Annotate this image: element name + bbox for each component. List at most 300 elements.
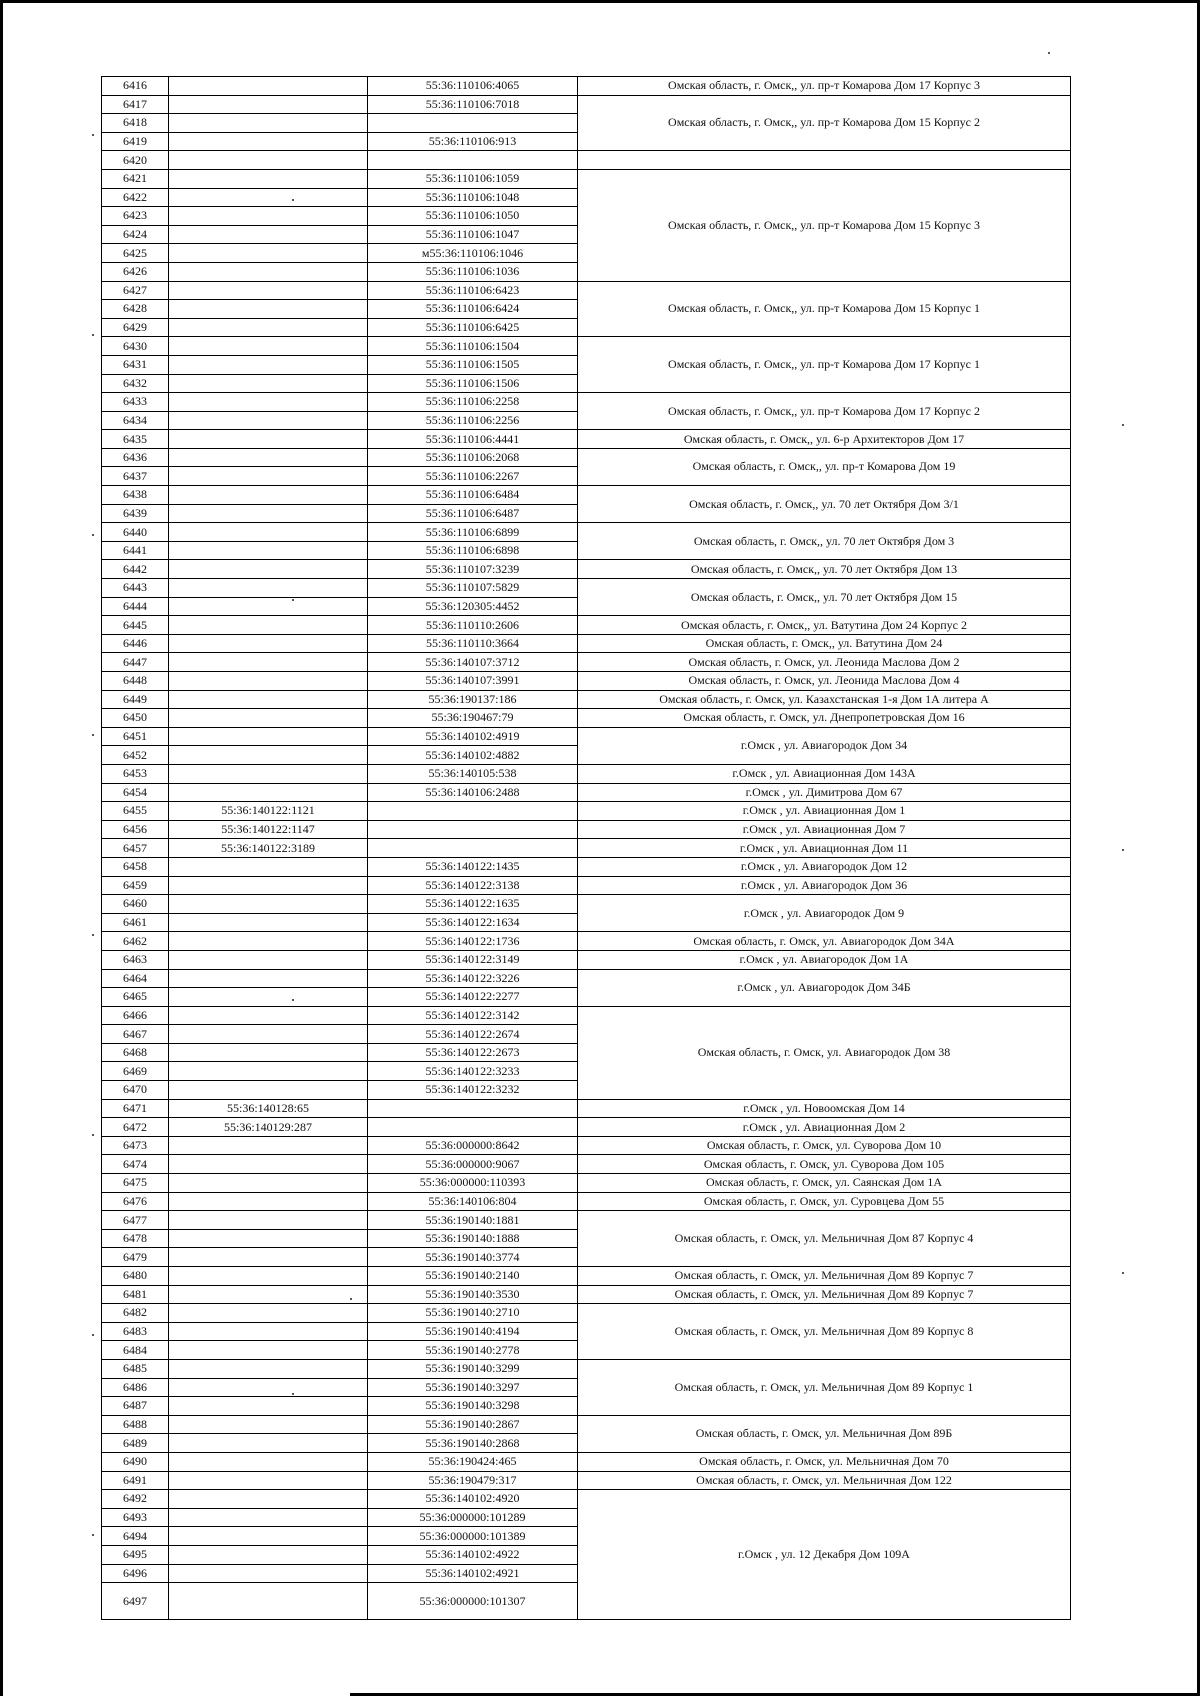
cadastral-number-b-cell: 55:36:140122:2674 [368, 1025, 578, 1044]
cadastral-number-b-cell: 55:36:190140:2867 [368, 1415, 578, 1434]
address-cell: Омская область, г. Омск, ул. Леонида Маслова Дом 2 [578, 653, 1071, 672]
cadastral-number-b-cell: 55:36:140107:3712 [368, 653, 578, 672]
cadastral-number-b-cell: 55:36:140122:1634 [368, 913, 578, 932]
table-row [102, 95, 1071, 114]
address-cell: Омская область, г. Омск, ул. Мельничная Дом 89 Корпус 8 [578, 1304, 1071, 1360]
row-number-cell: 6460 [102, 895, 169, 914]
row-number-cell: 6418 [102, 114, 169, 133]
cadastral-number-b-cell: 55:36:110106:1506 [368, 374, 578, 393]
table-row [102, 857, 1071, 876]
cadastral-number-b-cell: 55:36:190137:186 [368, 690, 578, 709]
address-cell: Омская область, г. Омск,, ул. 70 лет Октября Дом 15 [578, 579, 1071, 616]
cadastral-number-b-cell [368, 820, 578, 839]
table-row [102, 764, 1071, 783]
cadastral-number-b-cell: 55:36:110106:2256 [368, 411, 578, 430]
page-border-top [0, 0, 1200, 3]
cadastral-number-a-cell [169, 1508, 368, 1527]
cadastral-number-a-cell [169, 709, 368, 728]
cadastral-number-a-cell [169, 541, 368, 560]
address-cell: Омская область, г. Омск, ул. Авиагородок Дом 38 [578, 1006, 1071, 1099]
cadastral-number-b-cell: 55:36:140122:1635 [368, 895, 578, 914]
cadastral-number-b-cell: 55:36:110106:6487 [368, 504, 578, 523]
cadastral-number-a-cell [169, 281, 368, 300]
address-cell: Омская область, г. Омск, ул. Казахстанская 1-я Дом 1А литера А [578, 690, 1071, 709]
address-cell: Омская область, г. Омск, ул. Днепропетровская Дом 16 [578, 709, 1071, 728]
scan-speck [92, 734, 94, 736]
cadastral-number-a-cell [169, 262, 368, 281]
address-cell: Омская область, г. Омск, ул. Мельничная Дом 70 [578, 1452, 1071, 1471]
scan-speck [92, 1534, 94, 1536]
address-cell: г.Омск , ул. Авиагородок Дом 12 [578, 857, 1071, 876]
cadastral-number-a-cell [169, 876, 368, 895]
address-cell: Омская область, г. Омск, ул. Суворова Дом 10 [578, 1136, 1071, 1155]
cadastral-number-b-cell: 55:36:110110:2606 [368, 616, 578, 635]
row-number-cell: 6432 [102, 374, 169, 393]
row-number-cell: 6423 [102, 207, 169, 226]
address-cell: Омская область, г. Омск,, ул. пр-т Комарова Дом 15 Корпус 1 [578, 281, 1071, 337]
address-cell: Омская область, г. Омск,, ул. пр-т Комарова Дом 17 Корпус 1 [578, 337, 1071, 393]
row-number-cell: 6431 [102, 355, 169, 374]
table-row [102, 151, 1071, 170]
cadastral-number-a-cell [169, 653, 368, 672]
address-cell: Омская область, г. Омск,, ул. 70 лет Октября Дом 3 [578, 523, 1071, 560]
cadastral-number-a-cell [169, 169, 368, 188]
address-cell: Омская область, г. Омск,, ул. пр-т Комарова Дом 15 Корпус 3 [578, 169, 1071, 281]
cadastral-number-b-cell: 55:36:110106:4065 [368, 77, 578, 96]
row-number-cell: 6450 [102, 709, 169, 728]
cadastral-number-a-cell [169, 1415, 368, 1434]
table-row [102, 932, 1071, 951]
table-row [102, 1471, 1071, 1490]
row-number-cell: 6436 [102, 448, 169, 467]
row-number-cell: 6461 [102, 913, 169, 932]
table-row [102, 1452, 1071, 1471]
cadastral-number-b-cell: 55:36:190140:3297 [368, 1378, 578, 1397]
cadastral-number-b-cell [368, 151, 578, 170]
cadastral-number-b-cell: 55:36:110106:1048 [368, 188, 578, 207]
address-cell: г.Омск , ул. Авиагородок Дом 9 [578, 895, 1071, 932]
table-row [102, 950, 1071, 969]
cadastral-number-a-cell [169, 895, 368, 914]
address-cell: Омская область, г. Омск,, ул. пр-т Комарова Дом 15 Корпус 2 [578, 95, 1071, 151]
row-number-cell: 6428 [102, 300, 169, 319]
cadastral-number-b-cell: 55:36:190140:3774 [368, 1248, 578, 1267]
row-number-cell: 6424 [102, 225, 169, 244]
cadastral-number-a-cell [169, 1359, 368, 1378]
cadastral-number-b-cell: 55:36:140102:4921 [368, 1564, 578, 1583]
row-number-cell: 6458 [102, 857, 169, 876]
address-cell: Омская область, г. Омск, ул. Саянская Дом 1А [578, 1174, 1071, 1193]
scan-speck [92, 934, 94, 936]
address-cell: Омская область, г. Омск,, ул. пр-т Комарова Дом 17 Корпус 3 [578, 77, 1071, 96]
cadastral-number-b-cell: 55:36:000000:101389 [368, 1527, 578, 1546]
address-cell: Омская область, г. Омск,, ул. 6-р Архитекторов Дом 17 [578, 430, 1071, 449]
scan-speck [292, 999, 294, 1001]
row-number-cell: 6455 [102, 802, 169, 821]
address-cell: г.Омск , ул. Авиагородок Дом 34Б [578, 969, 1071, 1006]
row-number-cell: 6444 [102, 597, 169, 616]
scan-speck [292, 599, 294, 601]
address-cell: г.Омск , ул. Авиационная Дом 11 [578, 839, 1071, 858]
row-number-cell: 6447 [102, 653, 169, 672]
row-number-cell: 6491 [102, 1471, 169, 1490]
row-number-cell: 6430 [102, 337, 169, 356]
table-row [102, 802, 1071, 821]
cadastral-number-b-cell: 55:36:110106:6899 [368, 523, 578, 542]
table-row [102, 523, 1071, 542]
table-row [102, 169, 1071, 188]
cadastral-number-b-cell: 55:36:190140:1881 [368, 1211, 578, 1230]
cadastral-number-b-cell: 55:36:110106:6423 [368, 281, 578, 300]
row-number-cell: 6456 [102, 820, 169, 839]
cadastral-number-a-cell [169, 1267, 368, 1286]
registry-table-body [102, 77, 1071, 1620]
cadastral-number-b-cell: 55:36:110106:1059 [368, 169, 578, 188]
address-cell: г.Омск , ул. Авиационная Дом 7 [578, 820, 1071, 839]
cadastral-number-b-cell: 55:36:190140:2140 [368, 1267, 578, 1286]
row-number-cell: 6459 [102, 876, 169, 895]
address-cell: Омская область, г. Омск, ул. Леонида Маслова Дом 4 [578, 672, 1071, 691]
cadastral-number-a-cell [169, 448, 368, 467]
cadastral-number-a-cell [169, 1192, 368, 1211]
cadastral-number-b-cell: 55:36:140122:3226 [368, 969, 578, 988]
cadastral-number-b-cell: м55:36:110106:1046 [368, 244, 578, 263]
table-row [102, 783, 1071, 802]
table-row [102, 1174, 1071, 1193]
scan-speck [92, 1134, 94, 1136]
address-cell: Омская область, г. Омск,, ул. пр-т Комарова Дом 17 Корпус 2 [578, 393, 1071, 430]
row-number-cell: 6437 [102, 467, 169, 486]
cadastral-number-a-cell: 55:36:140122:1147 [169, 820, 368, 839]
row-number-cell: 6497 [102, 1583, 169, 1620]
address-cell: Омская область, г. Омск,, ул. 70 лет Октября Дом 13 [578, 560, 1071, 579]
address-cell: г.Омск , ул. Авиагородок Дом 36 [578, 876, 1071, 895]
cadastral-number-b-cell: 55:36:000000:101307 [368, 1583, 578, 1620]
row-number-cell: 6490 [102, 1452, 169, 1471]
page-border-left [0, 0, 3, 1696]
cadastral-number-a-cell [169, 1248, 368, 1267]
cadastral-number-b-cell: 55:36:000000:9067 [368, 1155, 578, 1174]
cadastral-number-a-cell [169, 188, 368, 207]
row-number-cell: 6417 [102, 95, 169, 114]
address-cell: Омская область, г. Омск, ул. Мельничная Дом 122 [578, 1471, 1071, 1490]
table-row [102, 393, 1071, 412]
address-cell: Омская область, г. Омск,, ул. Ватутина Дом 24 [578, 634, 1071, 653]
cadastral-number-a-cell [169, 913, 368, 932]
scan-speck [1122, 849, 1124, 851]
cadastral-number-b-cell: 55:36:110106:7018 [368, 95, 578, 114]
cadastral-number-a-cell [169, 1006, 368, 1025]
cadastral-number-b-cell: 55:36:110106:6424 [368, 300, 578, 319]
cadastral-number-b-cell: 55:36:110107:3239 [368, 560, 578, 579]
row-number-cell: 6416 [102, 77, 169, 96]
table-row [102, 1192, 1071, 1211]
row-number-cell: 6496 [102, 1564, 169, 1583]
row-number-cell: 6486 [102, 1378, 169, 1397]
cadastral-number-a-cell [169, 1490, 368, 1509]
cadastral-number-b-cell [368, 802, 578, 821]
cadastral-number-b-cell: 55:36:140102:4919 [368, 727, 578, 746]
row-number-cell: 6489 [102, 1434, 169, 1453]
cadastral-number-a-cell [169, 932, 368, 951]
row-number-cell: 6492 [102, 1490, 169, 1509]
row-number-cell: 6469 [102, 1062, 169, 1081]
table-row [102, 672, 1071, 691]
registry-table [101, 76, 1071, 1620]
row-number-cell: 6465 [102, 988, 169, 1007]
cadastral-number-b-cell [368, 1118, 578, 1137]
table-row [102, 1267, 1071, 1286]
table-row [102, 653, 1071, 672]
table-row [102, 727, 1071, 746]
row-number-cell: 6421 [102, 169, 169, 188]
address-cell: Омская область, г. Омск, ул. Суровцева Дом 55 [578, 1192, 1071, 1211]
cadastral-number-b-cell: 55:36:190140:2868 [368, 1434, 578, 1453]
row-number-cell: 6441 [102, 541, 169, 560]
row-number-cell: 6466 [102, 1006, 169, 1025]
address-cell: г.Омск , ул. Авиационная Дом 143А [578, 764, 1071, 783]
cadastral-number-b-cell: 55:36:000000:110393 [368, 1174, 578, 1193]
row-number-cell: 6484 [102, 1341, 169, 1360]
cadastral-number-a-cell [169, 300, 368, 319]
cadastral-number-a-cell [169, 857, 368, 876]
table-row [102, 281, 1071, 300]
cadastral-number-a-cell [169, 950, 368, 969]
row-number-cell: 6482 [102, 1304, 169, 1323]
cadastral-number-a-cell [169, 1136, 368, 1155]
cadastral-number-a-cell [169, 467, 368, 486]
address-cell [578, 151, 1071, 170]
cadastral-number-a-cell [169, 374, 368, 393]
cadastral-number-b-cell: 55:36:190140:2710 [368, 1304, 578, 1323]
table-row [102, 876, 1071, 895]
cadastral-number-b-cell: 55:36:110106:1505 [368, 355, 578, 374]
row-number-cell: 6462 [102, 932, 169, 951]
table-row [102, 1359, 1071, 1378]
cadastral-number-a-cell [169, 672, 368, 691]
table-row [102, 430, 1071, 449]
row-number-cell: 6478 [102, 1229, 169, 1248]
address-cell: Омская область, г. Омск,, ул. Ватутина Дом 24 Корпус 2 [578, 616, 1071, 635]
row-number-cell: 6440 [102, 523, 169, 542]
cadastral-number-a-cell [169, 1211, 368, 1230]
row-number-cell: 6487 [102, 1397, 169, 1416]
table-row [102, 1155, 1071, 1174]
address-cell: Омская область, г. Омск, ул. Мельничная Дом 89 Корпус 7 [578, 1285, 1071, 1304]
cadastral-number-a-cell [169, 1043, 368, 1062]
row-number-cell: 6446 [102, 634, 169, 653]
scan-speck [1122, 424, 1124, 426]
address-cell: Омская область, г. Омск, ул. Суворова Дом 105 [578, 1155, 1071, 1174]
cadastral-number-b-cell [368, 114, 578, 133]
row-number-cell: 6477 [102, 1211, 169, 1230]
cadastral-number-a-cell [169, 393, 368, 412]
cadastral-number-b-cell: 55:36:140122:1435 [368, 857, 578, 876]
row-number-cell: 6467 [102, 1025, 169, 1044]
cadastral-number-b-cell: 55:36:140105:538 [368, 764, 578, 783]
cadastral-number-b-cell: 55:36:140122:2277 [368, 988, 578, 1007]
address-cell: г.Омск , ул. Димитрова Дом 67 [578, 783, 1071, 802]
cadastral-number-b-cell: 55:36:110106:6425 [368, 318, 578, 337]
table-row [102, 820, 1071, 839]
cadastral-number-b-cell: 55:36:110106:2258 [368, 393, 578, 412]
table-row [102, 709, 1071, 728]
scan-speck [350, 1298, 352, 1300]
cadastral-number-b-cell: 55:36:110106:913 [368, 132, 578, 151]
cadastral-number-a-cell [169, 597, 368, 616]
cadastral-number-a-cell [169, 411, 368, 430]
cadastral-number-b-cell: 55:36:110106:1504 [368, 337, 578, 356]
address-cell: Омская область, г. Омск, ул. Авиагородок Дом 34А [578, 932, 1071, 951]
cadastral-number-a-cell [169, 1452, 368, 1471]
cadastral-number-b-cell: 55:36:190140:1888 [368, 1229, 578, 1248]
cadastral-number-a-cell [169, 560, 368, 579]
cadastral-number-a-cell [169, 337, 368, 356]
row-number-cell: 6433 [102, 393, 169, 412]
scan-speck [1048, 52, 1050, 54]
cadastral-number-a-cell [169, 616, 368, 635]
table-row [102, 486, 1071, 505]
cadastral-number-a-cell [169, 132, 368, 151]
cadastral-number-b-cell: 55:36:190140:2778 [368, 1341, 578, 1360]
table-row [102, 560, 1071, 579]
row-number-cell: 6488 [102, 1415, 169, 1434]
cadastral-number-b-cell: 55:36:140122:3232 [368, 1081, 578, 1100]
cadastral-number-b-cell: 55:36:140107:3991 [368, 672, 578, 691]
row-number-cell: 6439 [102, 504, 169, 523]
cadastral-number-b-cell: 55:36:110106:1047 [368, 225, 578, 244]
row-number-cell: 6476 [102, 1192, 169, 1211]
row-number-cell: 6419 [102, 132, 169, 151]
cadastral-number-b-cell: 55:36:000000:8642 [368, 1136, 578, 1155]
cadastral-number-a-cell [169, 1062, 368, 1081]
cadastral-number-a-cell [169, 77, 368, 96]
cadastral-number-b-cell: 55:36:190467:79 [368, 709, 578, 728]
cadastral-number-b-cell: 55:36:140122:3138 [368, 876, 578, 895]
row-number-cell: 6448 [102, 672, 169, 691]
table-row [102, 579, 1071, 598]
scan-speck [92, 534, 94, 536]
row-number-cell: 6445 [102, 616, 169, 635]
address-cell: Омская область, г. Омск, ул. Мельничная Дом 89 Корпус 7 [578, 1267, 1071, 1286]
cadastral-number-a-cell [169, 114, 368, 133]
table-row [102, 1415, 1071, 1434]
row-number-cell: 6479 [102, 1248, 169, 1267]
row-number-cell: 6427 [102, 281, 169, 300]
address-cell: г.Омск , ул. 12 Декабря Дом 109А [578, 1490, 1071, 1620]
row-number-cell: 6434 [102, 411, 169, 430]
cadastral-number-b-cell: 55:36:110106:1036 [368, 262, 578, 281]
table-row [102, 448, 1071, 467]
cadastral-number-b-cell: 55:36:190424:465 [368, 1452, 578, 1471]
cadastral-number-a-cell [169, 1545, 368, 1564]
cadastral-number-b-cell: 55:36:190140:3530 [368, 1285, 578, 1304]
address-cell: Омская область, г. Омск,, ул. 70 лет Октября Дом 3/1 [578, 486, 1071, 523]
cadastral-number-a-cell [169, 318, 368, 337]
cadastral-number-b-cell: 55:36:190479:317 [368, 1471, 578, 1490]
cadastral-number-a-cell: 55:36:140122:1121 [169, 802, 368, 821]
address-cell: г.Омск , ул. Авиационная Дом 2 [578, 1118, 1071, 1137]
row-number-cell: 6485 [102, 1359, 169, 1378]
cadastral-number-a-cell [169, 783, 368, 802]
cadastral-number-b-cell: 55:36:140122:2673 [368, 1043, 578, 1062]
row-number-cell: 6481 [102, 1285, 169, 1304]
table-row [102, 1006, 1071, 1025]
cadastral-number-a-cell [169, 225, 368, 244]
cadastral-number-a-cell: 55:36:140122:3189 [169, 839, 368, 858]
row-number-cell: 6493 [102, 1508, 169, 1527]
table-row [102, 1118, 1071, 1137]
row-number-cell: 6451 [102, 727, 169, 746]
cadastral-number-b-cell: 55:36:110106:2267 [368, 467, 578, 486]
row-number-cell: 6483 [102, 1322, 169, 1341]
row-number-cell: 6475 [102, 1174, 169, 1193]
table-row [102, 634, 1071, 653]
address-cell: Омская область, г. Омск, ул. Мельничная Дом 89Б [578, 1415, 1071, 1452]
scan-speck [292, 199, 294, 201]
row-number-cell: 6468 [102, 1043, 169, 1062]
address-cell: Омская область, г. Омск,, ул. пр-т Комарова Дом 19 [578, 448, 1071, 485]
cadastral-number-b-cell: 55:36:140106:804 [368, 1192, 578, 1211]
row-number-cell: 6435 [102, 430, 169, 449]
cadastral-number-b-cell: 55:36:140102:4920 [368, 1490, 578, 1509]
row-number-cell: 6443 [102, 579, 169, 598]
cadastral-number-b-cell [368, 839, 578, 858]
cadastral-number-a-cell [169, 1155, 368, 1174]
scan-speck [92, 1334, 94, 1336]
table-row [102, 337, 1071, 356]
row-number-cell: 6454 [102, 783, 169, 802]
row-number-cell: 6464 [102, 969, 169, 988]
row-number-cell: 6470 [102, 1081, 169, 1100]
scan-speck [292, 1393, 294, 1395]
scan-speck [1122, 1272, 1124, 1274]
table-row [102, 690, 1071, 709]
cadastral-number-a-cell [169, 579, 368, 598]
cadastral-number-a-cell: 55:36:140128:65 [169, 1099, 368, 1118]
cadastral-number-b-cell: 55:36:140122:3233 [368, 1062, 578, 1081]
cadastral-number-a-cell [169, 1378, 368, 1397]
cadastral-number-a-cell [169, 504, 368, 523]
scan-speck [92, 134, 94, 136]
cadastral-number-b-cell: 55:36:110106:1050 [368, 207, 578, 226]
address-cell: г.Омск , ул. Авиационная Дом 1 [578, 802, 1071, 821]
row-number-cell: 6495 [102, 1545, 169, 1564]
row-number-cell: 6449 [102, 690, 169, 709]
cadastral-number-a-cell [169, 1397, 368, 1416]
cadastral-number-a-cell [169, 727, 368, 746]
cadastral-number-b-cell: 55:36:110107:5829 [368, 579, 578, 598]
table-row [102, 839, 1071, 858]
cadastral-number-a-cell [169, 764, 368, 783]
table-row [102, 969, 1071, 988]
cadastral-number-b-cell: 55:36:110106:6898 [368, 541, 578, 560]
cadastral-number-a-cell [169, 1564, 368, 1583]
table-row [102, 1285, 1071, 1304]
cadastral-number-a-cell [169, 95, 368, 114]
address-cell: г.Омск , ул. Авиагородок Дом 34 [578, 727, 1071, 764]
row-number-cell: 6453 [102, 764, 169, 783]
cadastral-number-a-cell [169, 969, 368, 988]
cadastral-number-a-cell [169, 1081, 368, 1100]
cadastral-number-b-cell: 55:36:190140:3299 [368, 1359, 578, 1378]
cadastral-number-a-cell [169, 1341, 368, 1360]
row-number-cell: 6463 [102, 950, 169, 969]
cadastral-number-a-cell [169, 151, 368, 170]
address-cell: Омская область, г. Омск, ул. Мельничная Дом 89 Корпус 1 [578, 1359, 1071, 1415]
row-number-cell: 6474 [102, 1155, 169, 1174]
table-row [102, 1136, 1071, 1155]
